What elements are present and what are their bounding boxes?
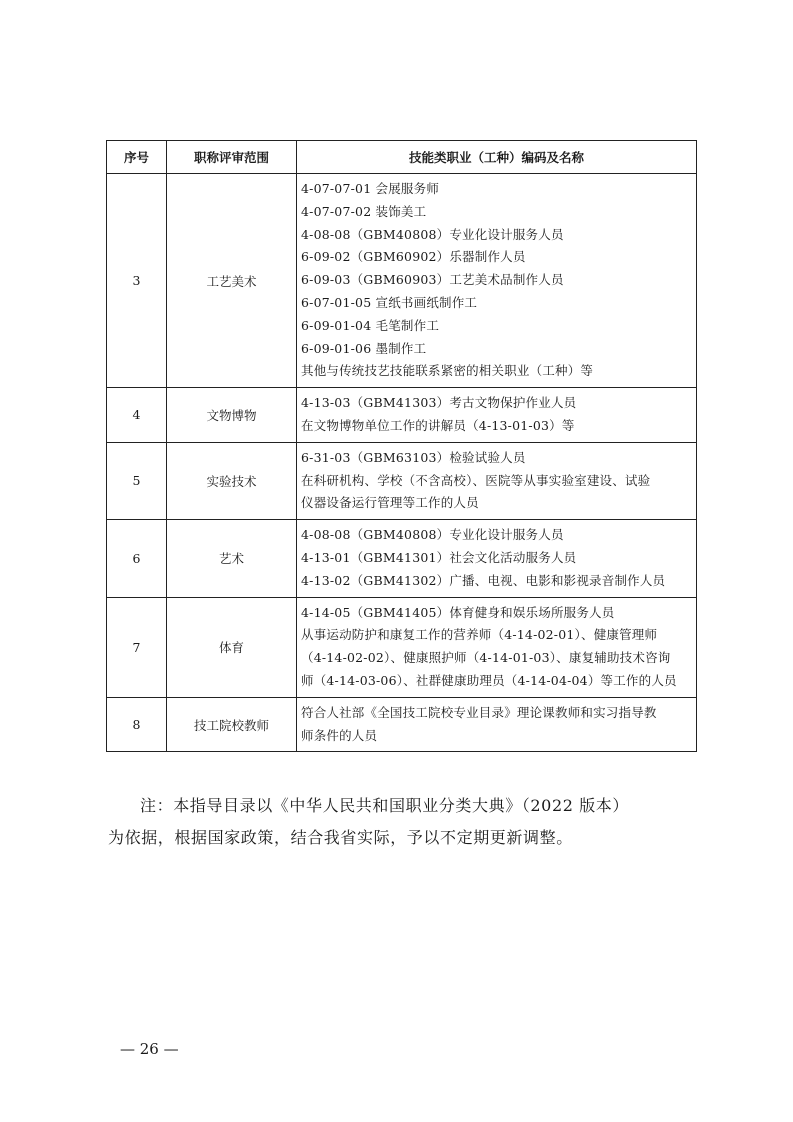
row-seq: 5 — [107, 442, 167, 519]
table-row — [107, 597, 697, 697]
footnote — [108, 790, 700, 854]
job-line: 6-09-01-04 毛笔制作工 — [301, 317, 440, 333]
row-seq: 6 — [107, 520, 167, 597]
job-line: 4-13-03（GBM41303）考古文物保护作业人员 — [301, 395, 577, 411]
job-line: 6-09-01-06 墨制作工 — [301, 340, 427, 356]
footnote-line-1: 注：本指导目录以《中华人民共和国职业分类大典》（2022 版本） — [140, 796, 630, 815]
job-line: 仪器设备运行管理等工作的人员 — [301, 495, 479, 511]
job-line: 4-08-08（GBM40808）专业化设计服务人员 — [301, 226, 564, 242]
job-line: 其他与传统技艺技能联系紧密的相关职业（工种）等 — [301, 363, 594, 379]
row-seq: 3 — [107, 174, 167, 388]
job-line: 4-07-07-01 会展服务师 — [301, 181, 440, 196]
row-scope: 技工院校教师 — [167, 697, 297, 752]
table-row — [107, 697, 697, 752]
row-seq: 4 — [107, 388, 167, 443]
job-line: 6-09-03（GBM60903）工艺美术品制作人员 — [301, 272, 564, 288]
table-row — [107, 520, 697, 597]
table-row — [107, 174, 697, 388]
job-line: 4-13-01（GBM41301）社会文化活动服务人员 — [301, 549, 577, 565]
job-line: 师条件的人员 — [301, 727, 378, 743]
row-jobs — [297, 697, 697, 752]
row-scope: 体育 — [167, 597, 297, 697]
row-jobs — [297, 597, 697, 697]
row-scope: 艺术 — [167, 520, 297, 597]
job-line: 4-07-07-02 装饰美工 — [301, 203, 427, 219]
row-jobs — [297, 442, 697, 519]
table-header-row — [107, 141, 697, 174]
footnote-line-2: 为依据，根据国家政策，结合我省实际，予以不定期更新调整。 — [108, 828, 573, 847]
job-line: 4-14-05（GBM41405）体育健身和娱乐场所服务人员 — [301, 604, 615, 620]
row-scope: 文物博物 — [167, 388, 297, 443]
header-seq: 序号 — [107, 141, 167, 174]
job-line: 从事运动防护和康复工作的营养师（4-14-02-01）、健康管理师 — [301, 627, 658, 643]
row-scope: 工艺美术 — [167, 174, 297, 388]
job-line: （4-14-02-02）、健康照护师（4-14-01-03）、康复辅助技术咨询 — [301, 650, 671, 666]
row-jobs — [297, 388, 697, 443]
row-jobs — [297, 520, 697, 597]
job-line: 4-08-08（GBM40808）专业化设计服务人员 — [301, 527, 564, 543]
table-body — [107, 174, 697, 752]
table-row — [107, 442, 697, 519]
header-scope: 职称评审范围 — [167, 141, 297, 174]
row-scope: 实验技术 — [167, 442, 297, 519]
row-seq: 8 — [107, 697, 167, 752]
job-line: 在科研机构、学校（不含高校）、医院等从事实验室建设、试验 — [301, 472, 651, 488]
table-row — [107, 388, 697, 443]
occupation-table — [106, 140, 697, 752]
job-line: 在文物博物单位工作的讲解员（4-13-01-03）等 — [301, 417, 575, 433]
job-line: 6-31-03（GBM63103）检验试验人员 — [301, 449, 526, 465]
job-line: 6-07-01-05 宣纸书画纸制作工 — [301, 294, 478, 310]
row-seq: 7 — [107, 597, 167, 697]
row-jobs — [297, 174, 697, 388]
job-line: 师（4-14-03-06）、社群健康助理员（4-14-04-04）等工作的人员 — [301, 672, 677, 688]
page-number: — 26 — — [120, 1040, 179, 1058]
job-line: 符合人社部《全国技工院校专业目录》理论课教师和实习指导教 — [301, 704, 657, 720]
job-line: 6-09-02（GBM60902）乐器制作人员 — [301, 249, 526, 265]
header-jobs: 技能类职业（工种）编码及名称 — [297, 141, 697, 174]
job-line: 4-13-02（GBM41302）广播、电视、电影和影视录音制作人员 — [301, 572, 666, 588]
